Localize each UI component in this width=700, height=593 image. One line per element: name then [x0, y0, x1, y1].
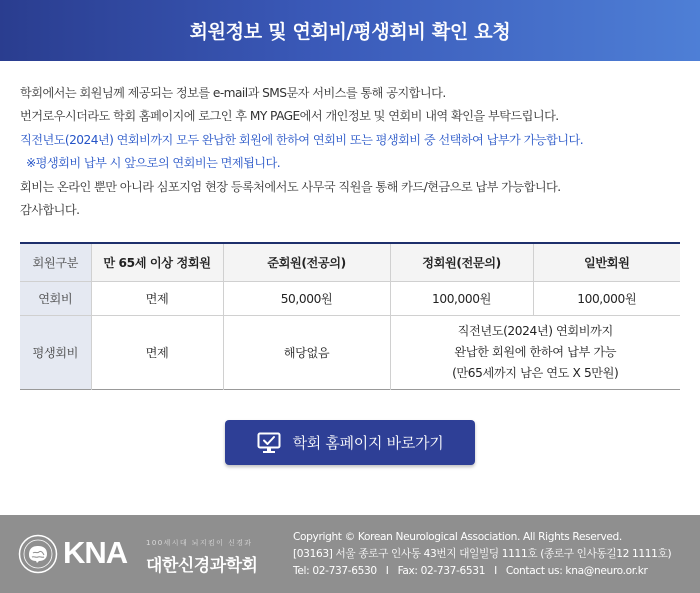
homepage-link-button[interactable]: [225, 420, 475, 465]
lifetime-fee-associate: 해당없음: [223, 315, 390, 389]
notice-line-3-highlight: 직전년도(2024년) 연회비까지 모두 완납한 회원에 한하여 연회비 또는 평생회비 중 선택하여 납부가 가능합니다.: [20, 132, 584, 147]
lifetime-fee-row: [20, 315, 680, 389]
header-general-member: 일반회원: [533, 243, 680, 281]
logo-tagline: 100세시대 뇌지킴이 신경과: [146, 539, 253, 547]
notice-line-2: 번거로우시더라도 학회 홈페이지에 로그인 후 MY PAGE에서 개인정보 및 연회비 내역 확인을 부탁드립니다.: [20, 109, 559, 124]
footer-info: [293, 529, 693, 580]
monitor-check-icon: [257, 432, 281, 454]
separator: I: [385, 565, 389, 577]
address-text: [03163] 서울 종로구 인사동 43번지 대일빌딩 1111호 (종로구 인사동길12 1111호): [293, 548, 672, 560]
footer: [0, 515, 700, 593]
tel-text: Tel: 02-737-6530: [293, 565, 377, 577]
annual-fee-senior: 면제: [91, 281, 223, 315]
header-senior-member: 만 65세 이상 정회원: [91, 243, 223, 281]
notice-line-1: 학회에서는 회원님께 제공되는 정보를 e-mail과 SMS문자 서비스를 통해 공지합니다.: [20, 86, 446, 100]
fax-text: Fax: 02-737-6531: [397, 565, 486, 577]
lifetime-condition-line-3: (만65세까지 남은 연도 X 5만원): [452, 365, 619, 380]
contact-email-link[interactable]: Contact us: kna@neuro.or.kr: [505, 565, 648, 577]
annual-fee-general: 100,000원: [533, 281, 680, 315]
header-associate-member: 준회원(전공의): [223, 243, 390, 281]
separator: I: [494, 565, 497, 577]
lifetime-fee-senior: 면제: [91, 315, 223, 389]
notice-line-4-highlight: ※평생회비 납부 시 앞으로의 연회비는 면제됩니다.: [26, 156, 281, 171]
contact-line: [293, 563, 693, 580]
email-header: [0, 0, 700, 61]
notice-text-block: [20, 82, 685, 222]
kna-logo-text: KNA: [63, 535, 128, 570]
fee-table: [20, 242, 680, 390]
header-member-type: 회원구분: [20, 243, 91, 281]
annual-fee-associate: 50,000원: [223, 281, 390, 315]
kna-seal-logo-icon: [18, 534, 58, 574]
lifetime-fee-label: 평생회비: [20, 315, 91, 389]
organization-name: 대한신경과학회: [146, 556, 258, 576]
copyright-text: Copyright © Korean Neurological Association. All Rights Reserved.: [293, 531, 622, 543]
lifetime-condition-line-2: 완납한 회원에 한하여 납부 가능: [454, 344, 617, 359]
annual-fee-label: 연회비: [20, 281, 91, 315]
lifetime-condition-line-1: 직전년도(2024년) 연회비까지: [457, 323, 613, 338]
annual-fee-row: [20, 281, 680, 315]
notice-line-6: 감사합니다.: [20, 203, 80, 218]
lifetime-fee-condition: [390, 315, 680, 389]
fee-table-header-row: [20, 243, 680, 281]
notice-line-5: 회비는 온라인 뿐만 아니라 심포지엄 현장 등록처에서도 사무국 직원을 통해 카드/현금으로 납부 가능합니다.: [20, 179, 561, 194]
annual-fee-regular: 100,000원: [390, 281, 533, 315]
homepage-link-label: 학회 홈페이지 바로가기: [292, 434, 444, 452]
page-title: 회원정보 및 연회비/평생회비 확인 요청: [189, 21, 511, 43]
header-regular-member: 정회원(전문의): [390, 243, 533, 281]
